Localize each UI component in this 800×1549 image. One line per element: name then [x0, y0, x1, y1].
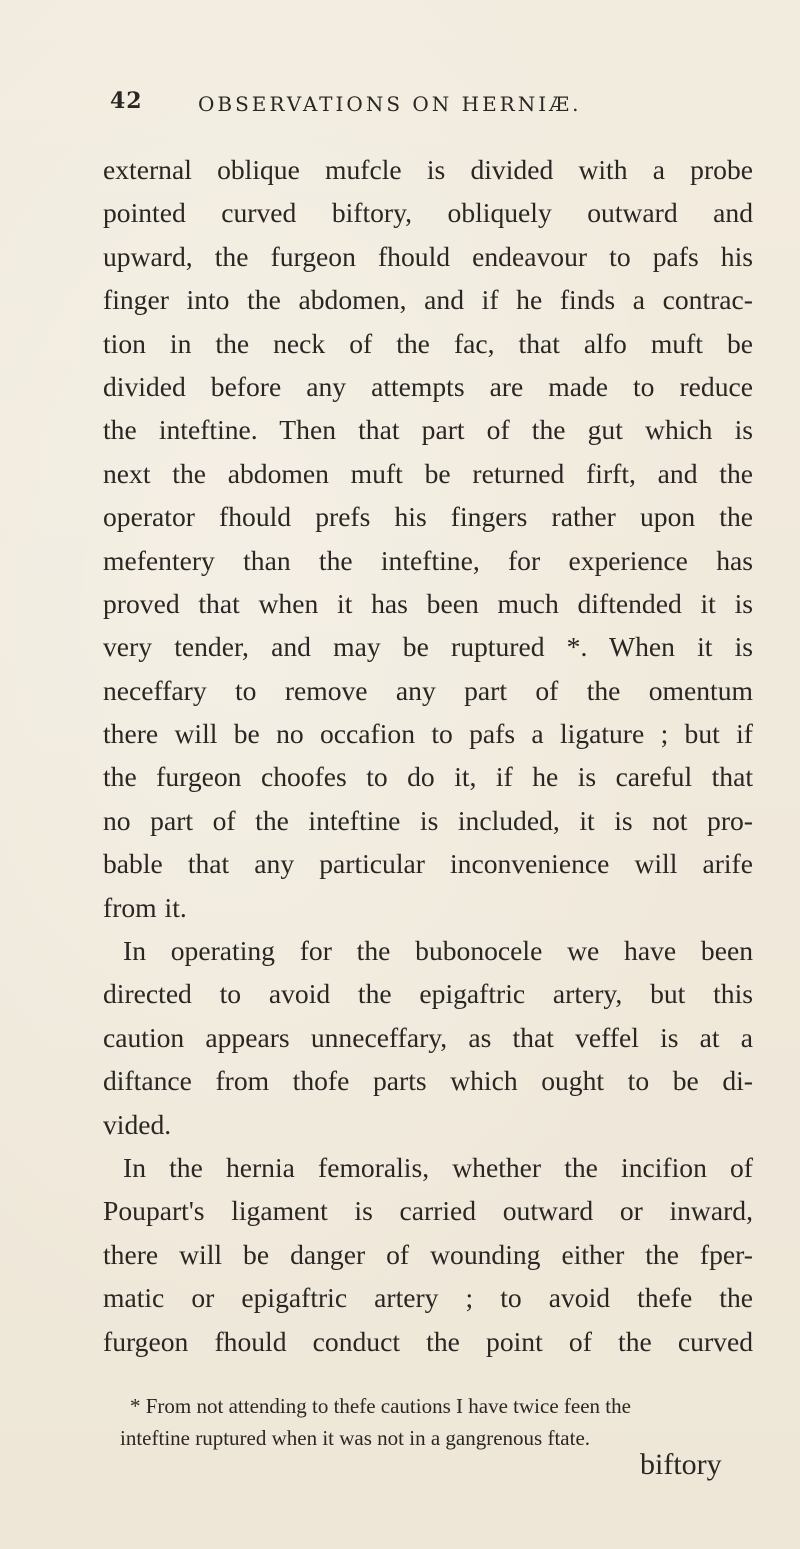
text-line: there will be danger of wounding either the fper-	[103, 1238, 753, 1270]
paragraph-start-line: In the hernia femoralis, whether the incifion of	[123, 1151, 753, 1183]
text-line: bable that any particular inconvenience will arife	[103, 848, 753, 880]
text-line: divided before any attempts are made to reduce	[103, 370, 753, 402]
text-line: diftance from thofe parts which ought to be di-	[103, 1065, 753, 1097]
text-line: pointed curved biftory, obliquely outward and	[103, 197, 753, 229]
body-text	[103, 148, 753, 1363]
text-line: the inteftine. Then that part of the gut which is	[103, 414, 753, 446]
text-line: finger into the abdomen, and if he finds a contrac-	[103, 284, 753, 316]
text-line: proved that when it has been much diftended it is	[103, 587, 753, 619]
footnote-line: inteftine ruptured when it was not in a gangrenous ftate.	[120, 1426, 591, 1450]
text-line: furgeon fhould conduct the point of the curved	[103, 1325, 753, 1357]
page-header	[110, 88, 730, 128]
text-line: very tender, and may be ruptured *. When it is	[103, 631, 753, 663]
text-line: caution appears unneceffary, as that veffel is at a	[103, 1021, 753, 1053]
page-number: 42	[110, 88, 143, 114]
running-head: OBSERVATIONS ON HERNIÆ.	[198, 92, 582, 116]
text-line: mefentery than the inteftine, for experience has	[103, 544, 753, 576]
text-line: operator fhould prefs his fingers rather upon the	[103, 501, 753, 533]
text-line: no part of the inteftine is included, it is not pro-	[103, 804, 753, 836]
text-line: vided.	[103, 1108, 172, 1140]
text-line: tion in the neck of the fac, that alfo muft be	[103, 327, 753, 359]
text-line: the furgeon choofes to do it, if he is careful that	[103, 761, 753, 793]
footnote-line: * From not attending to thefe cautions I have twice feen the	[130, 1394, 631, 1418]
text-line: next the abdomen muft be returned firft, and the	[103, 457, 753, 489]
text-line: external oblique mufcle is divided with a probe	[103, 154, 753, 185]
text-line: Poupart's ligament is carried outward or inward,	[103, 1195, 753, 1227]
text-line: from it.	[103, 891, 187, 923]
text-line: there will be no occafion to pafs a ligature ; but if	[103, 718, 753, 750]
text-line: neceffary to remove any part of the omentum	[103, 674, 753, 706]
text-line: directed to avoid the epigaftric artery, but this	[103, 978, 753, 1010]
text-line: upward, the furgeon fhould endeavour to pafs his	[103, 240, 753, 272]
footnote	[120, 1390, 740, 1454]
text-line: matic or epigaftric artery ; to avoid thefe the	[103, 1282, 753, 1314]
catchword: biftory	[640, 1448, 722, 1481]
paragraph-start-line: In operating for the bubonocele we have been	[123, 935, 753, 967]
